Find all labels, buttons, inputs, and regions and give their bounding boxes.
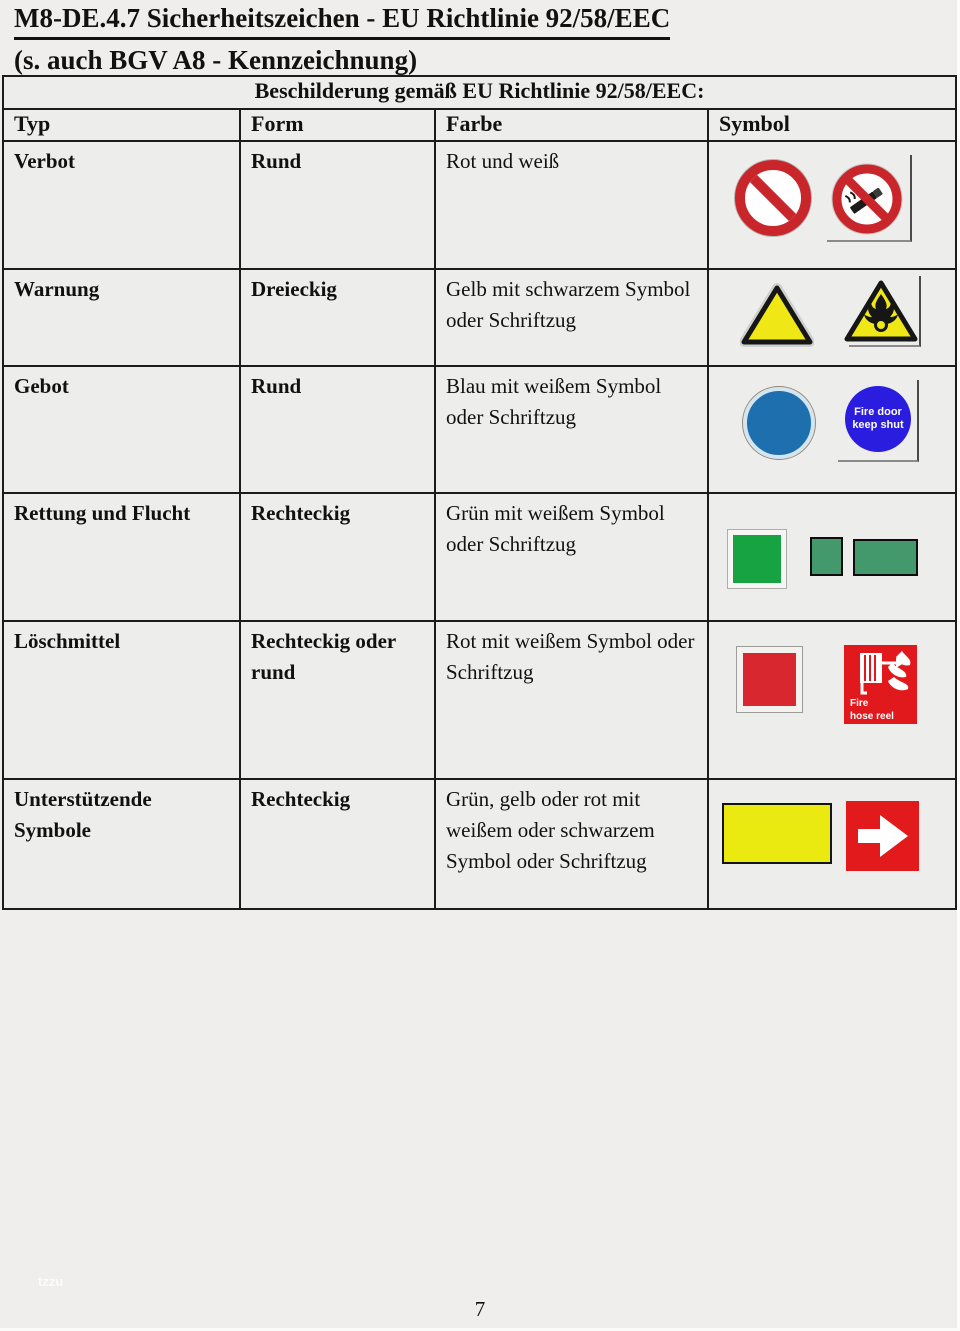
table-caption: Beschilderung gemäß EU Richtlinie 92/58/EEC:	[3, 76, 956, 109]
cell-typ: Löschmittel	[3, 621, 240, 779]
table-row	[3, 779, 956, 909]
cell-form: Rund	[240, 366, 435, 493]
table-row	[3, 621, 956, 779]
cell-typ: Warnung	[3, 269, 240, 366]
prohibition-sign-icon	[735, 160, 811, 236]
cell-symbols	[708, 493, 956, 621]
red-square-icon	[737, 647, 802, 712]
cell-symbols	[708, 366, 956, 493]
direction-arrow-sign-icon	[846, 801, 919, 871]
column-header-farbe: Farbe	[435, 109, 708, 141]
warning-triangle-icon	[740, 283, 814, 347]
watermark-text: tzzu	[38, 1274, 64, 1289]
fire-door-text-line2: keep shut	[852, 419, 904, 431]
flammable-warning-triangle-icon	[843, 278, 919, 344]
fire-hose-reel-sign-icon	[844, 645, 917, 724]
safety-green-square-icon	[728, 530, 786, 588]
cell-symbols	[708, 779, 956, 909]
cell-farbe: Grün mit weißem Symbol oder Schriftzug	[435, 493, 708, 621]
table-caption-row	[3, 76, 956, 109]
cell-typ: Verbot	[3, 141, 240, 269]
page-number: 7	[474, 1297, 486, 1321]
cell-typ: Rettung und Flucht	[3, 493, 240, 621]
cell-typ: Unterstützende Symbole	[3, 779, 240, 909]
green-rectangle-small-icon	[810, 537, 843, 576]
no-smoking-sign-icon	[831, 163, 903, 235]
cell-form: Rechteckig	[240, 779, 435, 909]
column-header-form: Form	[240, 109, 435, 141]
sign-table	[2, 75, 957, 910]
yellow-rectangle-icon	[722, 803, 832, 864]
cell-form: Rechteckig	[240, 493, 435, 621]
table-row	[3, 269, 956, 366]
cell-farbe: Rot mit weißem Symbol oder Schriftzug	[435, 621, 708, 779]
cell-symbols	[708, 621, 956, 779]
cell-typ: Gebot	[3, 366, 240, 493]
table-row	[3, 493, 956, 621]
page-subtitle: (s. auch BGV A8 - Kennzeichnung)	[14, 45, 418, 75]
cell-form: Rechteckig oder rund	[240, 621, 435, 779]
cell-farbe: Blau mit weißem Symbol oder Schriftzug	[435, 366, 708, 493]
fire-door-sign-icon	[845, 386, 911, 452]
cell-farbe: Rot und weiß	[435, 141, 708, 269]
fire-hose-text-line2: hose reel	[850, 711, 894, 722]
column-header-typ: Typ	[3, 109, 240, 141]
fire-hose-text-line1: Fire	[850, 698, 869, 709]
title-block	[14, 0, 670, 80]
cell-form: Dreieckig	[240, 269, 435, 366]
column-header-symbol: Symbol	[708, 109, 956, 141]
green-rectangle-wide-icon	[853, 539, 918, 576]
mandatory-sign-icon	[743, 387, 815, 459]
cell-symbols	[708, 141, 956, 269]
cell-farbe: Grün, gelb oder rot mit weißem oder schwarzem Symbol oder Schriftzug	[435, 779, 708, 909]
table-row	[3, 141, 956, 269]
cell-form: Rund	[240, 141, 435, 269]
fire-door-text-line1: Fire door	[854, 406, 902, 418]
page-title: M8-DE.4.7 Sicherheitszeichen - EU Richtlinie 92/58/EEC	[14, 0, 670, 40]
cell-symbols	[708, 269, 956, 366]
table-row	[3, 366, 956, 493]
cell-farbe: Gelb mit schwarzem Symbol oder Schriftzug	[435, 269, 708, 366]
table-header-row	[3, 109, 956, 141]
